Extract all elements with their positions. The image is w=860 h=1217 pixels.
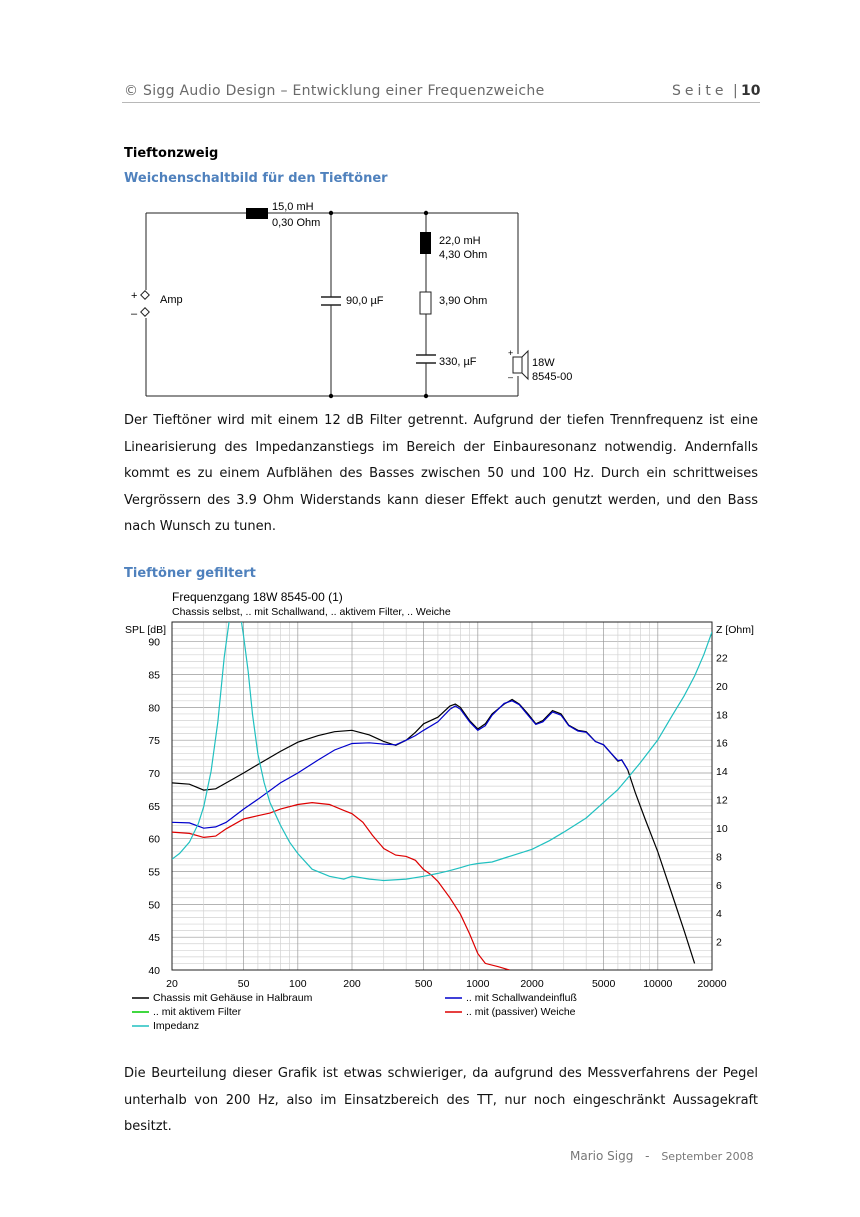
y-tick-label: 90 [148,636,160,649]
footer-date: September 2008 [661,1150,754,1163]
y-tick-label: 80 [148,702,160,715]
c1-value: 90,0 µF [346,295,384,307]
l2-value: 22,0 mH [439,235,481,247]
header-page-label: Seite [672,83,728,99]
header-page-number: 10 [741,83,761,99]
y-tick-label: 65 [148,800,160,813]
header-title: © Sigg Audio Design – Entwicklung einer Frequenzweiche [124,83,545,99]
y2-tick-label: 2 [716,936,722,949]
y2-tick-label: 12 [716,794,728,807]
x-tick-label: 200 [343,978,361,990]
y-tick-label: 70 [148,768,160,781]
y2-tick-label: 20 [716,680,728,693]
amp-minus: – [131,308,138,320]
y-tick-label: 75 [148,735,160,748]
y2-axis-label: Z [Ohm] [716,624,754,636]
body-paragraph-2: Die Beurteilung dieser Grafik ist etwas schwieriger, da aufgrund des Messverfahrens der Pegel unterhalb von 200 Hz, also im Einsatzbereich des TT, nur noch eingeschränkt Aussagekraft besitzt. [124,1066,758,1134]
chart-series [172,601,712,970]
y-tick-label: 85 [148,669,160,682]
x-tick-label: 500 [414,978,433,990]
x-tick-label: 50 [237,978,250,990]
y2-tick-label: 6 [716,879,722,892]
y-tick-label: 45 [148,932,160,945]
x-tick-label: 20000 [697,978,727,990]
legend-label: Chassis mit Gehäuse in Halbraum [153,992,313,1004]
l1-value: 15,0 mH [272,201,314,213]
driver-model-number: 8545-00 [532,371,573,383]
driver-plus: + [508,348,514,358]
amp-label: Amp [160,294,183,306]
chart-heading: Tieftöner gefiltert [124,566,256,581]
y-tick-label: 60 [148,833,160,846]
y-tick-label: 55 [148,866,160,879]
chart-legend [132,992,577,1032]
y2-tick-label: 10 [716,822,728,835]
x-tick-label: 20 [166,978,178,990]
legend-label: .. mit aktivem Filter [153,1006,242,1018]
l2-resistance: 4,30 Ohm [439,249,488,261]
driver-model: 18W [532,357,555,369]
x-tick-label: 100 [289,978,307,990]
y2-tick-label: 18 [716,709,728,722]
header-separator: | [733,83,738,99]
x-tick-label: 5000 [591,978,616,990]
body-paragraph-1: Der Tieftöner wird mit einem 12 dB Filter getrennt. Aufgrund der tiefen Trennfrequenz ist eine Linearisierung des Impedanzanstiegs im Bereich der Einbauresonanz notwendig. Andernfalls kommt es zu einem Aufblähen des Basses zwischen 50 und 100 Hz. Durch ein schrittweises Vergrössern des 3.9 Ohm Widerstands kann dieser Effekt auch genutzt werden, und den Bass nach Wunsch zu tunen. [124,413,758,534]
driver-minus: – [508,372,514,382]
y2-tick-label: 16 [716,737,728,750]
x-tick-label: 1000 [466,978,490,990]
amp-plus: + [131,290,138,302]
footer [570,1149,754,1163]
section-heading: Tieftonzweig [124,146,219,161]
y2-tick-label: 14 [716,766,728,779]
y-tick-label: 40 [148,965,160,977]
chart-title: Frequenzgang 18W 8545-00 (1) [172,590,343,604]
y2-tick-label: 8 [716,851,722,864]
y-tick-label: 50 [148,899,160,912]
x-tick-label: 2000 [520,978,544,990]
y2-tick-label: 4 [716,908,722,921]
l1-resistance: 0,30 Ohm [272,217,321,229]
c2-value: 330, µF [439,356,477,368]
series-line-1 [172,701,628,828]
legend-label: .. mit (passiver) Weiche [466,1006,576,1018]
series-line-3 [172,803,510,970]
chart-grid [172,622,712,970]
y-axis-label: SPL [dB] [125,624,167,636]
r1-value: 3,90 Ohm [439,295,488,307]
legend-label: .. mit Schallwandeinfluß [466,992,577,1004]
y2-tick-label: 22 [716,652,728,665]
chart-subtitle: Chassis selbst, .. mit Schallwand, .. aktivem Filter, .. Weiche [172,606,451,618]
legend-label: Impedanz [153,1020,200,1032]
schematic-heading: Weichenschaltbild für den Tieftöner [124,171,388,186]
footer-separator: - [645,1149,650,1163]
x-tick-label: 10000 [643,978,673,990]
footer-author: Mario Sigg [570,1149,634,1163]
